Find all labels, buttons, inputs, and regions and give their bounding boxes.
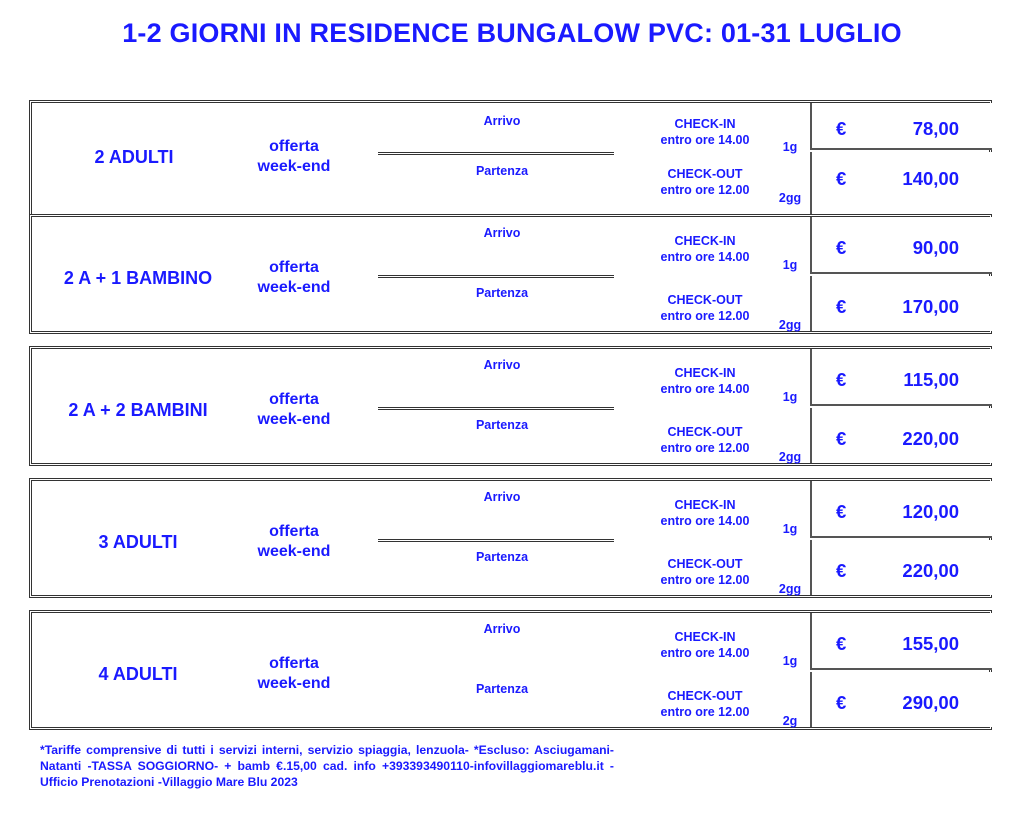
nights-2-label: 2gg (778, 582, 802, 596)
guest-group-label: 4 ADULTI (98, 664, 178, 684)
nights-1-label: 1g (782, 258, 798, 272)
page-title: 1-2 GIORNI IN RESIDENCE BUNGALOW PVC: 01-31 LUGLIO (122, 18, 902, 48)
rate-block (29, 610, 992, 730)
nights-1-label: 1g (782, 654, 798, 668)
date-line (378, 152, 614, 155)
checkin-label: CHECK-IN entro ore 14.00 (660, 117, 750, 147)
depart-label: Partenza (475, 286, 529, 300)
checkout-label: CHECK-OUT entro ore 12.00 (660, 557, 750, 587)
depart-label: Partenza (475, 682, 529, 696)
arrive-label: Arrivo (483, 114, 521, 128)
arrive-label: Arrivo (483, 622, 521, 636)
rate-block (29, 214, 992, 334)
checkin-label: CHECK-IN entro ore 14.00 (660, 234, 750, 264)
price-cell: € 140,00 (810, 152, 992, 217)
nights-1-label: 1g (782, 522, 798, 536)
checkout-label: CHECK-OUT entro ore 12.00 (660, 689, 750, 719)
date-line (378, 275, 614, 278)
checkin-label: CHECK-IN entro ore 14.00 (660, 366, 750, 396)
guest-group-label: 2 A + 2 BAMBINI (68, 400, 208, 420)
arrive-label: Arrivo (483, 490, 521, 504)
checkout-label: CHECK-OUT entro ore 12.00 (660, 293, 750, 323)
guest-group-label: 2 ADULTI (94, 147, 174, 167)
price-cell: € 220,00 (810, 540, 992, 595)
guest-group-label: 2 A + 1 BAMBINO (63, 268, 213, 288)
guest-group-label: 3 ADULTI (98, 532, 178, 552)
rate-block (29, 100, 992, 220)
price-cell: € 155,00 (810, 613, 992, 670)
offer-label: offerta week-end (257, 655, 331, 692)
date-line (378, 539, 614, 542)
arrive-label: Arrivo (483, 226, 521, 240)
price-cell: € 78,00 (810, 103, 992, 150)
nights-2-label: 2g (782, 714, 798, 728)
nights-2-label: 2gg (778, 191, 802, 205)
offer-label: offerta week-end (257, 138, 331, 175)
price-cell: € 220,00 (810, 408, 992, 463)
checkin-label: CHECK-IN entro ore 14.00 (660, 498, 750, 528)
price-cell: € 170,00 (810, 276, 992, 331)
nights-2-label: 2gg (778, 450, 802, 464)
price-cell: € 90,00 (810, 217, 992, 274)
depart-label: Partenza (475, 550, 529, 564)
offer-label: offerta week-end (257, 259, 331, 296)
depart-label: Partenza (475, 418, 529, 432)
nights-2-label: 2gg (778, 318, 802, 332)
price-cell: € 290,00 (810, 672, 992, 727)
offer-label: offerta week-end (257, 391, 331, 428)
checkout-label: CHECK-OUT entro ore 12.00 (660, 425, 750, 455)
rate-block (29, 478, 992, 598)
price-cell: € 115,00 (810, 349, 992, 406)
nights-1-label: 1g (782, 390, 798, 404)
date-line (378, 407, 614, 410)
checkin-label: CHECK-IN entro ore 14.00 (660, 630, 750, 660)
nights-1-label: 1g (782, 140, 798, 154)
price-cell: € 120,00 (810, 481, 992, 538)
depart-label: Partenza (475, 164, 529, 178)
offer-label: offerta week-end (257, 523, 331, 560)
footer-note: *Tariffe comprensive di tutti i servizi interni, servizio spiaggia, lenzuola- *Escluso: Asciugamani-Natanti -TASSA SOGGIORNO- + bamb €.15,00 cad. info +393393490110-infovillaggiomareblu.it - Ufficio Prenotazioni -Villaggio Mare Blu 2023 (40, 743, 614, 789)
arrive-label: Arrivo (483, 358, 521, 372)
rate-block (29, 346, 992, 466)
checkout-label: CHECK-OUT entro ore 12.00 (660, 167, 750, 197)
